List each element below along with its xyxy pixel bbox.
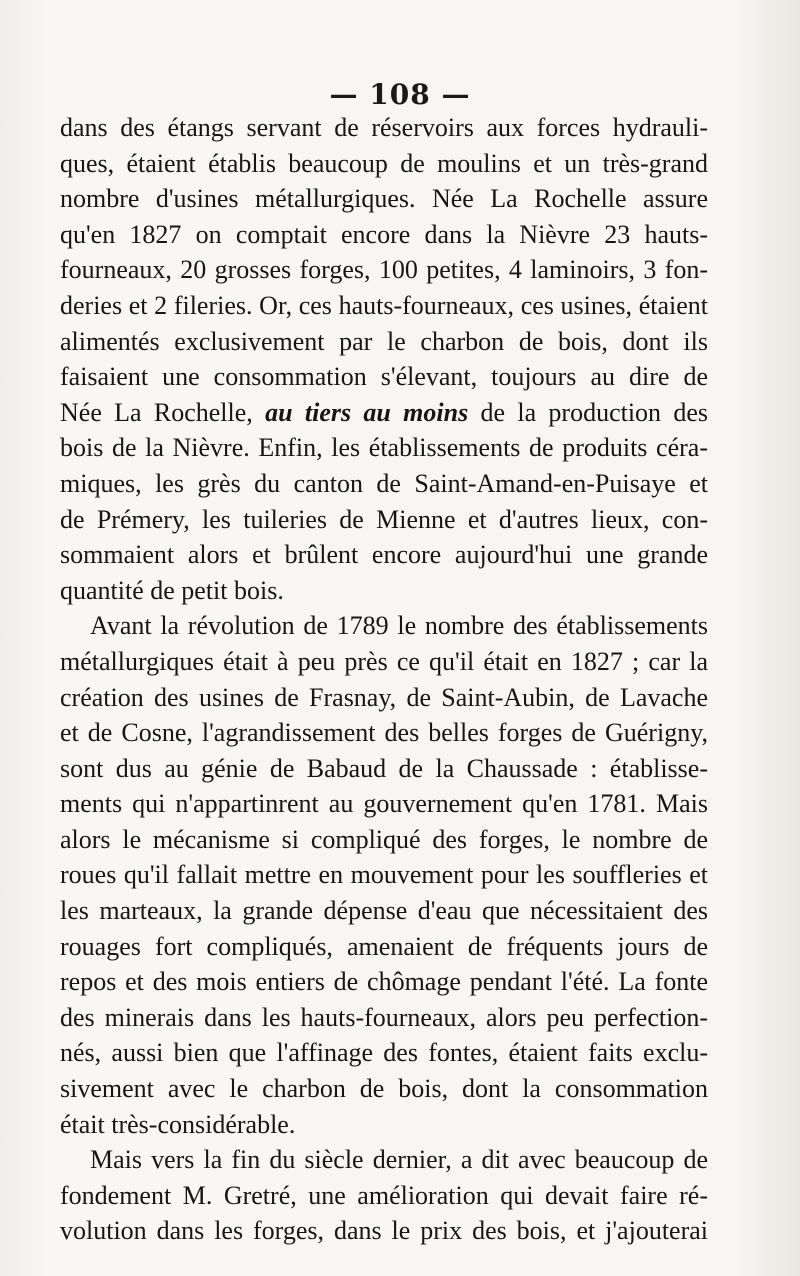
text-line: faisaient une consommation s'élevant, toujours au dire de bbox=[60, 362, 708, 392]
text-line: fondement M. Gretré, une amélioration qui devait faire ré- bbox=[60, 1180, 708, 1210]
text-line: sivement avec le charbon de bois, dont la consommation bbox=[60, 1074, 708, 1104]
page-number: — 108 — bbox=[329, 78, 471, 111]
text-line: sont dus au génie de Babaud de la Chaussade : établisse- bbox=[60, 753, 708, 783]
text-line: dans des étangs servant de réservoirs aux forces hydrauli- bbox=[60, 113, 708, 142]
text-line: quantité de petit bois. bbox=[60, 575, 284, 605]
text-line: sommaient alors et brûlent encore aujourd'hui une grande bbox=[60, 540, 708, 570]
text-line: fourneaux, 20 grosses forges, 100 petites, 4 laminoirs, 3 fon- bbox=[60, 255, 708, 285]
text-line: était très-considérable. bbox=[60, 1109, 296, 1139]
text-line: repos et des mois entiers de chômage pendant l'été. La fonte bbox=[60, 967, 708, 997]
text-line: volution dans les forges, dans le prix des bois, et j'ajouterai bbox=[60, 1216, 708, 1246]
text-line: métallurgiques était à peu près ce qu'il était en 1827 ; car la bbox=[60, 646, 708, 676]
text-line: nombre d'usines métallurgiques. Née La Rochelle assure bbox=[60, 184, 708, 214]
emphasized-text: au tiers au moins bbox=[265, 397, 469, 427]
text-line: les marteaux, la grande dépense d'eau que nécessitaient des bbox=[60, 896, 708, 926]
text-line-with-emphasis bbox=[60, 395, 708, 431]
text-line: et de Cosne, l'agrandissement des belles forges de Guérigny, bbox=[60, 718, 708, 748]
text-line: Mais vers la fin du siècle dernier, a dit avec beaucoup de bbox=[90, 1145, 708, 1175]
text-line: miques, les grès du canton de Saint-Amand-en-Puisaye et bbox=[60, 468, 708, 498]
text-line: de Prémery, les tuileries de Mienne et d'autres lieux, con- bbox=[60, 504, 708, 534]
text-line: roues qu'il fallait mettre en mouvement pour les souffleries et bbox=[60, 860, 708, 890]
text-segment: de la production des bbox=[468, 397, 709, 427]
text-segment: Née La Rochelle, bbox=[60, 397, 266, 427]
text-line: alimentés exclusivement par le charbon de bois, dont ils bbox=[60, 326, 708, 356]
text-line: alors le mécanisme si compliqué des forges, le nombre de bbox=[60, 824, 708, 854]
text-line: nés, aussi bien que l'affinage des fontes, étaient faits exclu- bbox=[60, 1038, 708, 1068]
text-line: création des usines de Frasnay, de Saint-Aubin, de Lavache bbox=[60, 682, 708, 712]
text-line: ques, étaient établis beaucoup de moulins et un très-grand bbox=[60, 148, 708, 178]
text-line: Avant la révolution de 1789 le nombre des établissements bbox=[90, 611, 708, 641]
body-text bbox=[60, 110, 708, 1249]
text-line: ments qui n'appartinrent au gouvernement qu'en 1781. Mais bbox=[60, 789, 708, 819]
text-line: deries et 2 fileries. Or, ces hauts-fourneaux, ces usines, étaient bbox=[60, 290, 708, 320]
text-line: qu'en 1827 on comptait encore dans la Nièvre 23 hauts- bbox=[60, 219, 708, 249]
text-line: des minerais dans les hauts-fourneaux, alors peu perfection- bbox=[60, 1002, 708, 1032]
text-line: rouages fort compliqués, amenaient de fréquents jours de bbox=[60, 931, 708, 961]
text-line: bois de la Nièvre. Enfin, les établissements de produits céra- bbox=[60, 433, 708, 463]
